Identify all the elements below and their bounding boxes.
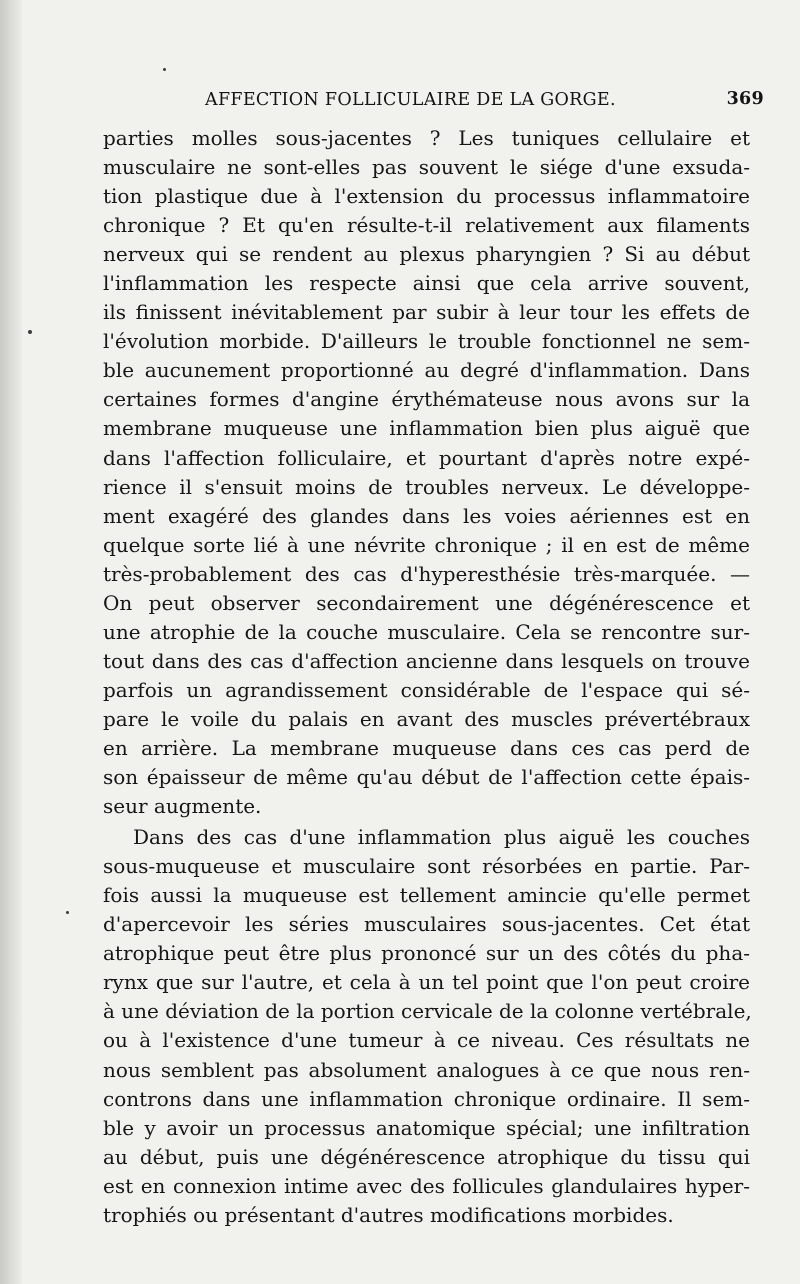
text-line: tout dans des cas d'affection ancienne dans lesquels on trouve (103, 648, 750, 673)
text-line: d'apercevoir les séries musculaires sous-jacentes. Cet état (103, 912, 750, 937)
text-line: rynx que sur l'autre, et cela à un tel point que l'on peut croire (103, 970, 750, 995)
text-line: ble aucunement proportionné au degré d'inflammation. Dans (103, 358, 750, 383)
text-line: trophiés ou présentant d'autres modifications morbides. (103, 1202, 674, 1227)
paragraph-1 (103, 124, 750, 821)
text-line: nous semblent pas absolument analogues à ce que nous ren- (103, 1057, 750, 1082)
text-line: controns dans une inflammation chronique ordinaire. Il sem- (103, 1086, 750, 1111)
text-line: ment exagéré des glandes dans les voies aériennes est en (103, 503, 750, 528)
body-text (103, 124, 750, 1230)
text-line: nerveux qui se rendent au plexus pharyngien ? Si au début (103, 242, 750, 267)
text-line: dans l'affection folliculaire, et pourtant d'après notre expé- (103, 445, 750, 470)
print-speck (66, 911, 69, 914)
text-line: une atrophie de la couche musculaire. Cela se rencontre sur- (103, 619, 750, 644)
text-line: seur augmente. (103, 794, 262, 819)
text-line: pare le voile du palais en avant des muscles prévertébraux (103, 706, 750, 731)
page-gutter-shadow (0, 0, 22, 1284)
text-line: certaines formes d'angine érythémateuse nous avons sur la (103, 387, 750, 412)
text-line: au début, puis une dégénérescence atrophique du tissu qui (103, 1144, 750, 1169)
text-line: l'évolution morbide. D'ailleurs le trouble fonctionnel ne sem- (103, 329, 750, 354)
text-line: On peut observer secondairement une dégénérescence et (103, 590, 750, 615)
text-line: rience il s'ensuit moins de troubles nerveux. Le développe- (103, 474, 750, 499)
text-line: parties molles sous-jacentes ? Les tuniques cellulaire et (103, 126, 750, 150)
page-number: 369 (726, 89, 764, 109)
text-line: en arrière. La membrane muqueuse dans ces cas perd de (103, 735, 750, 760)
text-line: sous-muqueuse et musculaire sont résorbées en partie. Par- (103, 854, 750, 879)
print-speck (28, 330, 32, 334)
text-line: à une déviation de la portion cervicale de la colonne vertébrale, (103, 999, 752, 1024)
paragraph-2 (103, 823, 750, 1230)
text-line: musculaire ne sont-elles pas souvent le siége d'une exsuda- (103, 155, 750, 180)
text-line: Dans des cas d'une inflammation plus aiguë les couches (133, 825, 750, 850)
text-line: ils finissent inévitablement par subir à leur tour les effets de (103, 300, 750, 325)
text-line: quelque sorte lié à une névrite chronique ; il en est de même (103, 532, 750, 557)
running-header (100, 86, 770, 116)
text-line: tion plastique due à l'extension du processus inflammatoire (103, 184, 750, 209)
text-line: membrane muqueuse une inflammation bien plus aiguë que (103, 416, 750, 441)
text-line: parfois un agrandissement considérable de l'espace qui sé- (103, 677, 750, 702)
text-line: est en connexion intime avec des follicules glandulaires hyper- (103, 1173, 750, 1198)
text-line: son épaisseur de même qu'au début de l'affection cette épais- (103, 765, 750, 790)
running-title: AFFECTION FOLLICULAIRE DE LA GORGE. (205, 90, 616, 110)
text-line: chronique ? Et qu'en résulte-t-il relativement aux filaments (103, 213, 750, 238)
text-line: atrophique peut être plus prononcé sur un des côtés du pha- (103, 941, 750, 966)
text-line: l'inflammation les respecte ainsi que cela arrive souvent, (103, 271, 750, 296)
text-line: ble y avoir un processus anatomique spécial; une infiltration (103, 1115, 750, 1140)
text-line: ou à l'existence d'une tumeur à ce niveau. Ces résultats ne (103, 1028, 750, 1053)
print-speck (163, 68, 166, 71)
text-line: fois aussi la muqueuse est tellement amincie qu'elle permet (103, 883, 750, 908)
text-line: très-probablement des cas d'hyperesthésie très-marquée. — (103, 561, 750, 586)
